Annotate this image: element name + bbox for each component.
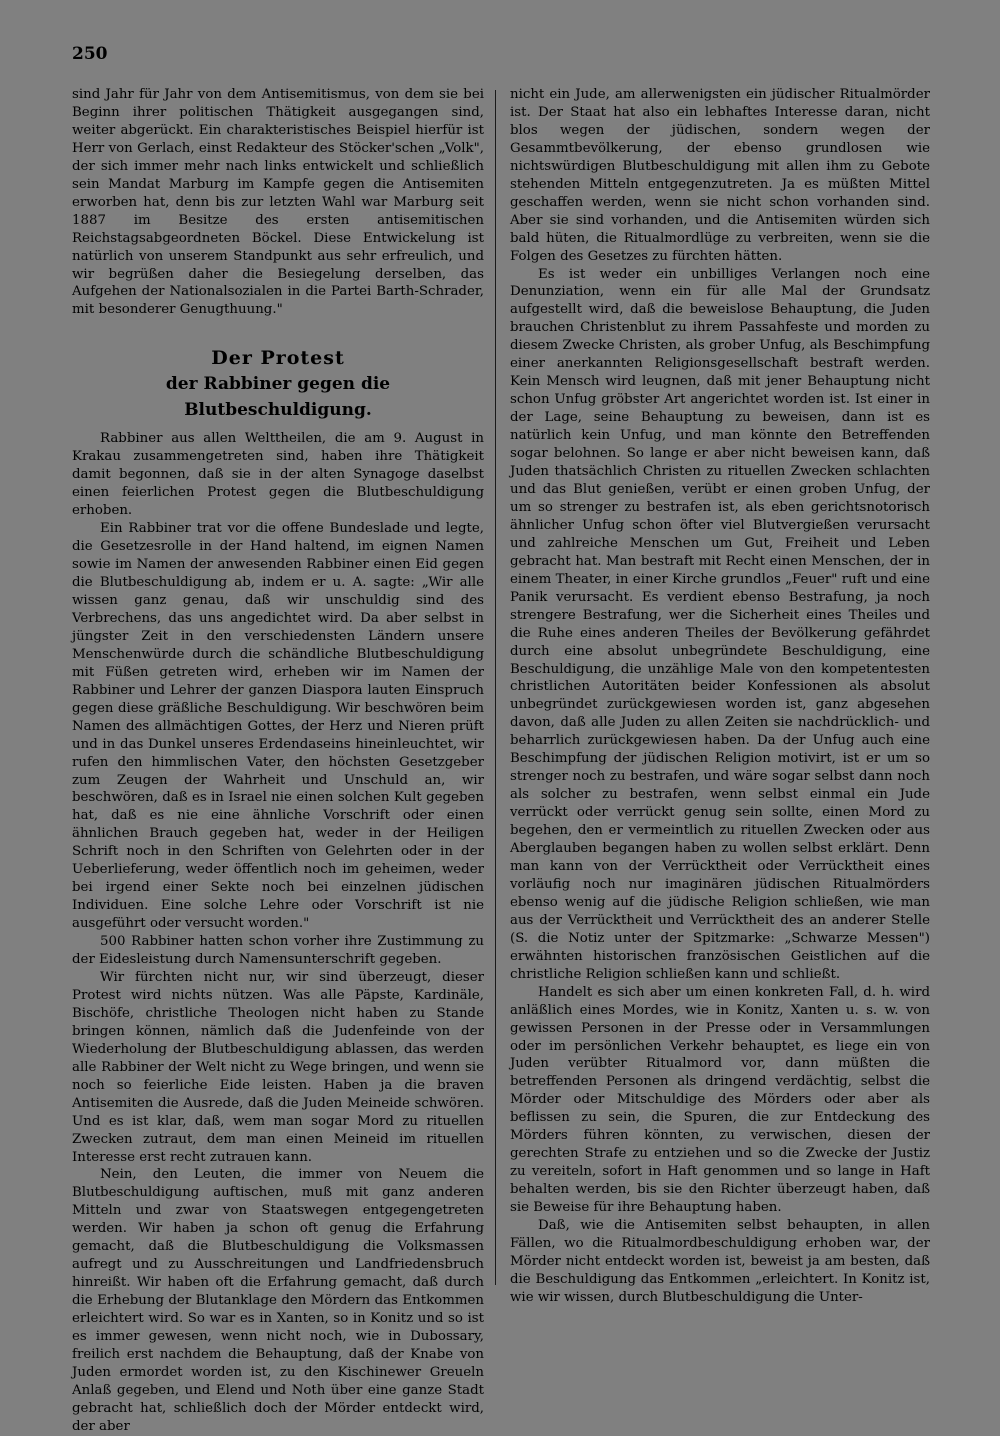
article-paragraph: Ein Rabbiner trat vor die offene Bundeslade und legte, die Gesetzesrolle in der Hand haltend, im eignen Namen sowie im Namen der anwesenden Rabbiner einen Eid gegen die Blutbeschuldigung ab, indem er u. A. sagte: „Wir alle wissen ganz genau, daß wir unschuldig sind des Verbrechens, das uns angedichtet wird. Da aber selbst in jüngster Zeit in den verschiedensten Ländern unsere Menschenwürde durch die schändliche Blutbeschuldigung mit Füßen getreten wird, erheben wir im Namen der Rabbiner und Lehrer der ganzen Diaspora lauten Einspruch gegen diese gräßliche Beschuldigung. Wir beschwören beim Namen des allmächtigen Gottes, der Herz und Nieren prüft und in das Dunkel unseres Erdendaseins hineinleuchtet, wir rufen den himmlischen Vater, den höchsten Gesetzgeber zum Zeugen der Wahrheit und Unschuld an, wir beschwören, daß es in Israel nie einen solchen Kult gegeben hat, daß es nie eine ähnliche Vorschrift oder einen ähnlichen Brauch gegeben hat, weder in der Heiligen Schrift noch in den Schriften von Gelehrten oder in der Ueberlieferung, weder öffentlich noch im geheimen, weder bei irgend einer Sekte noch bei einzelnen jüdischen Individuen. Eine solche Lehre oder Vorschrift ist nie ausgeführt oder versucht worden."	[72, 521, 484, 932]
article-paragraph: Nein, den Leuten, die immer von Neuem die Blutbeschuldigung auftischen, muß mit ganz anderen Mitteln und zwar von Staatswegen entgegengetreten werden. Wir haben ja schon oft genug die Erfahrung gemacht, daß die Blutbeschuldigung die Volksmassen aufregt und zu Ausschreitungen und Landfriedensbruch hinreißt. Wir haben oft die Erfahrung gemacht, daß durch die Erhebung der Blutanklage den Mördern das Entkommen erleichtert wird. So war es in Xanten, so in Konitz und so ist es immer gewesen, wenn nicht noch, wie in Dubossary, freilich erst nachdem die Behauptung, daß der Knabe von Juden ermordet worden ist, zu den Kischinewer Greueln Anlaß gegeben, und Elend und Noth über eine ganze Stadt gebracht hat, schließlich doch der Mörder entdeckt wird, der aber	[72, 1167, 484, 1434]
article-paragraph: Rabbiner aus allen Welttheilen, die am 9. August in Krakau zusammengetreten sind, haben ihre Thätigkeit damit begonnen, daß sie in der alten Synagoge daselbst einen feierlichen Protest gegen die Blutbeschuldigung erhoben.	[72, 431, 484, 519]
article-paragraph: Handelt es sich aber um einen konkreten Fall, d. h. wird anläßlich eines Mordes, wie in Konitz, Xanten u. s. w. von gewissen Personen in der Presse oder in Versammlungen oder im persönlichen Verkehr behauptet, es liege ein von Juden verübter Ritualmord vor, dann müßten die betreffenden Personen als dringend verdächtig, selbst die Mörder oder Mitschuldige des Mörders oder aber als beflissen zu sein, die Spuren, die zur Entdeckung des Mörders führen könnten, zu verwischen, diesen der gerechten Strafe zu entziehen und so die Zwecke der Justiz zu vereiteln, sofort in Haft genommen und so lange in Haft behalten werden, bis sie den Richter überzeugt haben, daß sie Beweise für ihre Behauptung haben.	[510, 984, 930, 1216]
article-paragraph: Es ist weder ein unbilliges Verlangen noch eine Denunziation, wenn ein für alle Mal der Grundsatz aufgestellt wird, daß die beweislose Behauptung, die Juden brauchen Christenblut zu ihrem Passahfeste und morden zu diesem Zwecke Christen, als grober Unfug, als Beschimpfung einer anerkannten Religionsgesellschaft bestraft werden. Kein Mensch wird leugnen, daß mit jener Behauptung nicht schon Unfug gröbster Art angerichtet worden ist. Ist einer in der Lage, seine Behauptung zu beweisen, dann ist es natürlich kein Unfug, und man könnte den Betreffenden sogar belohnen. So lange er aber nicht beweisen kann, daß Juden thatsächlich Christen zu rituellen Zwecken schlachten und das Blut genießen, verübt er einen groben Unfug, der um so strenger zu bestrafen ist, als eben gerichtsnotorisch ähnlicher Unfug schon öfter viel Blutvergießen verursacht und zahlreiche Menschen um Gut, Freiheit und Leben gebracht hat. Man bestraft mit Recht einen Menschen, der in einem Theater, in einer Kirche grundlos „Feuer" ruft und eine Panik verursacht. Es verdient ebenso Bestrafung, ja noch strengere Bestrafung, wer die Sicherheit eines Theiles und die Ruhe eines anderen Theiles der Bevölkerung gefährdet durch eine absolut unbegründete Beschuldigung, eine Beschuldigung, die unzählige Male von den kompetentesten christlichen Autoritäten beider Konfessionen als absolut unbegründet zurückgewiesen worden ist, ganz abgesehen davon, daß alle Juden zu allen Zeiten sie nachdrücklich- und beharrlich zurückgewiesen haben. Da der Unfug auch eine Beschimpfung der jüdischen Religion motivirt, ist er um so strenger noch zu bestrafen, und wäre sogar selbst dann noch als solcher zu bestrafen, wenn selbst einmal ein Jude verrückt oder verrückt genug sein sollte, einen Mord zu begehen, den er vermeintlich zu rituellen Zwecken oder aus Aberglauben begangen haben zu wollen selbst erklärt. Denn man kann von der Verrücktheit oder Verrücktheit eines vorläufig noch nur imaginären jüdischen Ritualmörders ebenso wenig auf die jüdische Religion schließen, wie man aus der Verrücktheit und Verrücktheit des an anderer Stelle (S. die Notiz unter der Spitzmarke: „Schwarze Messen") erwähnten historischen französischen Geistlichen auf die christliche Religion schließen kann und schließt.	[510, 266, 930, 982]
right-column	[510, 86, 930, 1307]
column-divider	[495, 90, 496, 1285]
page-number: 250	[72, 44, 108, 64]
headline-line-2: der Rabbiner gegen die Blutbeschuldigung.	[165, 374, 391, 421]
intro-paragraph: sind Jahr für Jahr von dem Antisemitismus, von dem sie bei Beginn ihrer politischen Thätigkeit ausgegangen sind, weiter abgerückt. Ein charakteristisches Beispiel hierfür ist Herr von Gerlach, einst Redakteur des Stöcker'schen „Volk", der sich immer mehr nach links entwickelt und schließlich sein Mandat Marburg im Kampfe gegen die Antisemiten erworben hat, denn bis zur letzten Wahl war Marburg seit 1887 im Besitze des ersten antisemitischen Reichstagsabgeordneten Böckel. Diese Entwickelung ist natürlich von unserem Standpunkt aus sehr erfreulich, und wir begrüßen daher die Besiegelung derselben, das Aufgehen der Nationalsozialen in die Partei Barth-Schrader, mit besonderer Genugthuung."	[72, 87, 484, 318]
article-headline	[72, 345, 484, 423]
article-paragraph: Daß, wie die Antisemiten selbst behaupten, in allen Fällen, wo die Ritualmordbeschuldigung erhoben war, der Mörder nicht entdeckt worden ist, beweist ja am besten, daß die Beschuldigung das Entkommen „erleichtert. In Konitz ist, wie wir wissen, durch Blutbeschuldigung die Unter-	[510, 1218, 930, 1305]
left-column	[72, 86, 484, 1436]
article-paragraph: 500 Rabbiner hatten schon vorher ihre Zustimmung zu der Eidesleistung durch Namensunterschrift gegeben.	[72, 934, 484, 968]
article-paragraph: Wir fürchten nicht nur, wir sind überzeugt, dieser Protest wird nichts nützen. Was alle Päpste, Kardinäle, Bischöfe, christliche Theologen nicht haben zu Stande bringen können, nämlich daß die Judenfeinde von der Wiederholung der Blutbeschuldigung ablassen, das werden alle Rabbiner der Welt nicht zu Wege bringen, und wenn sie noch so feierliche Eide leisten. Haben ja die braven Antisemiten die Ausrede, daß die Juden Meineide schwören. Und es ist klar, daß, wem man sogar Mord zu rituellen Zwecken zutraut, dem man einen Meineid im rituellen Interesse erst recht zutrauen kann.	[72, 969, 484, 1165]
headline-line-1: Der Protest	[211, 347, 345, 370]
article-paragraph: nicht ein Jude, am allerwenigsten ein jüdischer Ritualmörder ist. Der Staat hat also ein lebhaftes Interesse daran, nicht blos wegen der jüdischen, sondern wegen der Gesammtbevölkerung, der ebenso grundlosen wie nichtswürdigen Blutbeschuldigung mit allen ihm zu Gebote stehenden Mitteln entgegenzutreten. Ja es müßten Mittel geschaffen werden, wenn sie nicht schon vorhanden sind. Aber sie sind vorhanden, und die Antisemiten würden sich bald hüten, die Ritualmordlüge zu verbreiten, wenn sie die Folgen des Gesetzes zu fürchten hätten.	[510, 87, 930, 264]
